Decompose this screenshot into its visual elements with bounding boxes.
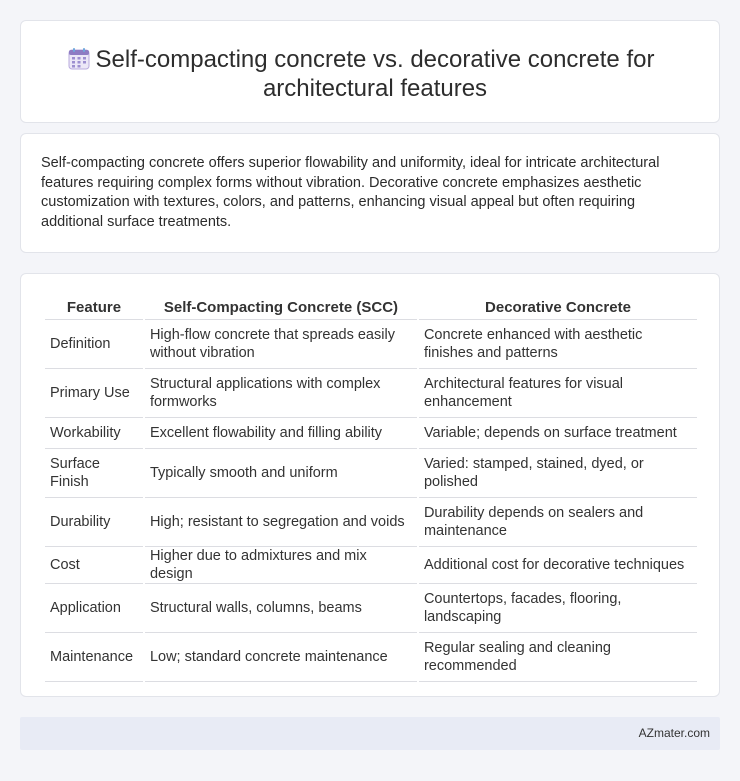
row-feature: Cost <box>45 547 143 584</box>
row-feature: Workability <box>45 418 143 449</box>
comparison-table-card <box>20 273 720 697</box>
table-row <box>45 584 697 633</box>
row-scc: High; resistant to segregation and voids <box>145 498 417 547</box>
row-decorative: Countertops, facades, flooring, landscaping <box>419 584 697 633</box>
header-feature: Feature <box>45 296 143 320</box>
footer-bar <box>20 717 720 750</box>
table-row <box>45 633 697 682</box>
row-scc: Structural walls, columns, beams <box>145 584 417 633</box>
table-row <box>45 547 697 584</box>
table-row <box>45 449 697 498</box>
row-decorative: Varied: stamped, stained, dyed, or polished <box>419 449 697 498</box>
row-feature: Definition <box>45 320 143 369</box>
row-scc: High-flow concrete that spreads easily without vibration <box>145 320 417 369</box>
row-feature: Maintenance <box>45 633 143 682</box>
row-feature: Application <box>45 584 143 633</box>
summary-text: Self-compacting concrete offers superior flowability and uniformity, ideal for intricate architectural features requiring complex forms without vibration. Decorative concrete emphasizes aesthetic customization with textures, colors, and patterns, enhancing visual appeal but often requiring additional surface treatments. <box>41 155 660 230</box>
comparison-table <box>43 296 699 682</box>
header-scc: Self-Compacting Concrete (SCC) <box>145 296 417 320</box>
row-scc: Typically smooth and uniform <box>145 449 417 498</box>
row-decorative: Additional cost for decorative techniques <box>419 547 697 584</box>
row-decorative: Variable; depends on surface treatment <box>419 418 697 449</box>
row-scc: Structural applications with complex formworks <box>145 369 417 418</box>
row-decorative: Architectural features for visual enhancement <box>419 369 697 418</box>
title-card <box>20 20 720 123</box>
row-decorative: Durability depends on sealers and maintenance <box>419 498 697 547</box>
row-decorative: Regular sealing and cleaning recommended <box>419 633 697 682</box>
row-feature: Durability <box>45 498 143 547</box>
table-header-row <box>45 296 697 320</box>
row-feature: Primary Use <box>45 369 143 418</box>
table-row <box>45 418 697 449</box>
row-scc: Low; standard concrete maintenance <box>145 633 417 682</box>
header-decorative: Decorative Concrete <box>419 296 697 320</box>
table-row <box>45 369 697 418</box>
row-scc: Excellent flowability and filling ability <box>145 418 417 449</box>
row-scc: Higher due to admixtures and mix design <box>145 547 417 584</box>
page-title: Self-compacting concrete vs. decorative concrete for architectural features <box>95 46 655 102</box>
row-feature: Surface Finish <box>45 449 143 498</box>
table-row <box>45 320 697 369</box>
footer-site-link[interactable]: AZmater.com <box>638 726 710 740</box>
row-decorative: Concrete enhanced with aesthetic finishes and patterns <box>419 320 697 369</box>
summary-card <box>20 133 720 253</box>
table-row <box>45 498 697 547</box>
